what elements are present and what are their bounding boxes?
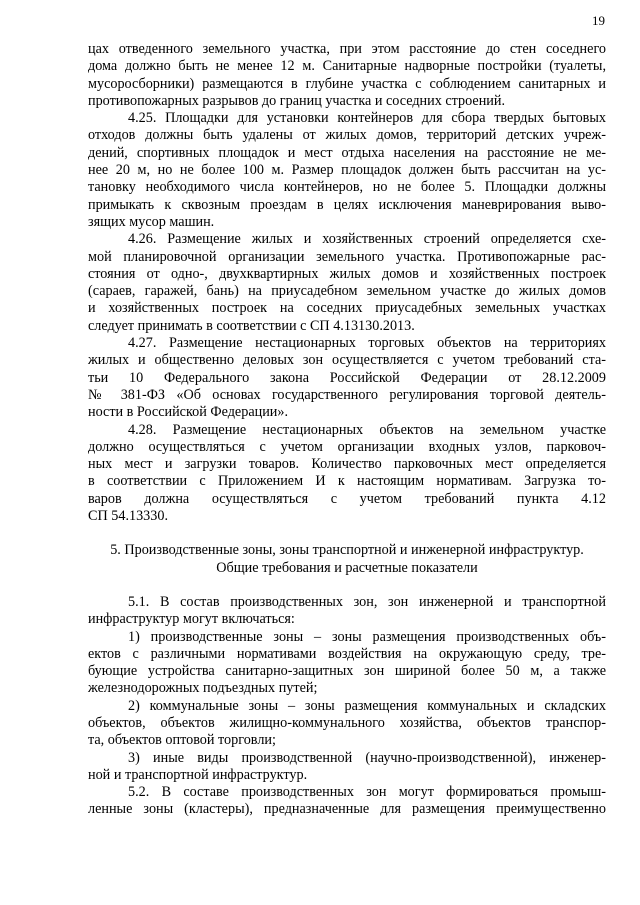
text-line: мой планировочной организации земельного участка. Противопожарные рас- <box>88 248 606 265</box>
text-line: (сараев, гаражей, бань) на приусадебном земельном участке до жилых домов <box>88 283 606 300</box>
text-line: ных мест и загрузки товаров. Количество парковочных мест определяется <box>88 456 606 473</box>
text-line: нее 20 м, но не более 100 м. Размер площадок должен быть рассчитан на ус- <box>88 162 606 179</box>
text-line: варов должна осуществляться с учетом требований пункта 4.12 <box>88 490 606 507</box>
paragraph-5-2 <box>88 784 606 819</box>
spacer <box>88 525 606 542</box>
page-number: 19 <box>592 13 605 28</box>
section-heading-line: Общие требования и расчетные показатели <box>216 559 478 576</box>
list-item-3 <box>88 750 606 785</box>
paragraph-4-27 <box>88 335 606 421</box>
text-line: тановку необходимого числа контейнеров, но не более 5. Площадки должны <box>88 179 606 196</box>
text-line: тьи 10 Федерального закона Российской Федерации от 28.12.2009 <box>88 369 606 386</box>
paragraph-4-28 <box>88 422 606 526</box>
list-item-2 <box>88 698 606 750</box>
text-line: ленные зоны (кластеры), предназначенные для размещения преимущественно <box>88 801 606 818</box>
text-line: 4.27. Размещение нестационарных торговых объектов на территориях <box>128 335 606 352</box>
text-line: 3) иные виды производственной (научно-производственной), инженер- <box>128 749 606 766</box>
text-line: ности в Российской Федерации». <box>88 404 289 421</box>
text-line: цах отведенного земельного участка, при этом расстояние до стен соседнего <box>88 41 606 57</box>
text-line: СП 54.13330. <box>88 508 169 525</box>
text-line: зящих мусор машин. <box>88 213 215 230</box>
text-line: 1) производственные зоны – зоны размещения производственных объ- <box>128 628 606 645</box>
paragraph-5-1 <box>88 594 606 629</box>
text-line: ектов с различными нормативами воздействия на окружающую среду, тре- <box>88 645 606 662</box>
text-line: отходов должны быть удалены от жилых домов, территорий детских учреж- <box>88 127 606 144</box>
document-body <box>88 41 606 819</box>
text-line: стояния от одно-, двухквартирных жилых домов и хозяйственных построек <box>88 265 606 282</box>
section-heading-line: 5. Производственные зоны, зоны транспортной и инженерной инфраструктур. <box>110 542 584 559</box>
text-line: примыкать к сквозным проездам в целях исключения маневрирования выво- <box>88 196 606 213</box>
text-line: инфраструктур могут включаться: <box>88 611 295 628</box>
text-line: бующие устройства санитарно-защитных зон шириной более 50 м, а также <box>88 663 606 680</box>
text-line: № 381-ФЗ «Об основах государственного регулирования торговой деятель- <box>88 386 606 403</box>
text-line: 5.1. В состав производственных зон, зон инженерной и транспортной <box>128 593 606 610</box>
paragraph-4-25 <box>88 110 606 231</box>
text-line: 2) коммунальные зоны – зоны размещения коммунальных и складских <box>128 697 606 714</box>
text-line: та, объектов оптовой торговли; <box>88 732 276 749</box>
section-heading <box>88 542 606 577</box>
text-line: следует принимать в соответствии с СП 4.13130.2013. <box>88 317 415 334</box>
text-line: в соответствии с Приложением И к настоящим нормативам. Загрузка то- <box>88 473 606 490</box>
text-line: дений, спортивных площадок и мест отдыха населения на расстояние не ме- <box>88 144 606 161</box>
text-line: 4.26. Размещение жилых и хозяйственных строений определяется схе- <box>128 231 606 248</box>
text-line: противопожарных разрывов до границ участка и соседних строений. <box>88 92 506 109</box>
text-line: должно осуществляться с учетом организации входных узлов, парковоч- <box>88 438 606 455</box>
text-line: жилых и общественно деловых зон осуществляется с учетом требований ста- <box>88 352 606 369</box>
text-line: 5.2. В составе производственных зон могут формироваться промыш- <box>128 784 606 801</box>
text-line: железнодорожных подъездных путей; <box>88 680 318 697</box>
text-line: мусоросборники) размещаются в глубине участка с соблюдением санитарных и <box>88 75 606 92</box>
text-line: дома должно быть не менее 12 м. Санитарные надворные постройки (туалеты, <box>88 58 606 75</box>
text-line: 4.25. Площадки для установки контейнеров для сбора твердых бытовых <box>128 110 606 127</box>
paragraph-4-26 <box>88 231 606 335</box>
text-line: и хозяйственных построек на соседних приусадебных земельных участках <box>88 300 606 317</box>
paragraph-continuation <box>88 41 606 110</box>
text-line: 4.28. Размещение нестационарных объектов на земельном участке <box>128 421 606 438</box>
text-line: объектов, объектов жилищно-коммунального хозяйства, объектов транспор- <box>88 714 606 731</box>
text-line: ной и транспортной инфраструктур. <box>88 766 308 783</box>
spacer <box>88 577 606 594</box>
list-item-1 <box>88 629 606 698</box>
